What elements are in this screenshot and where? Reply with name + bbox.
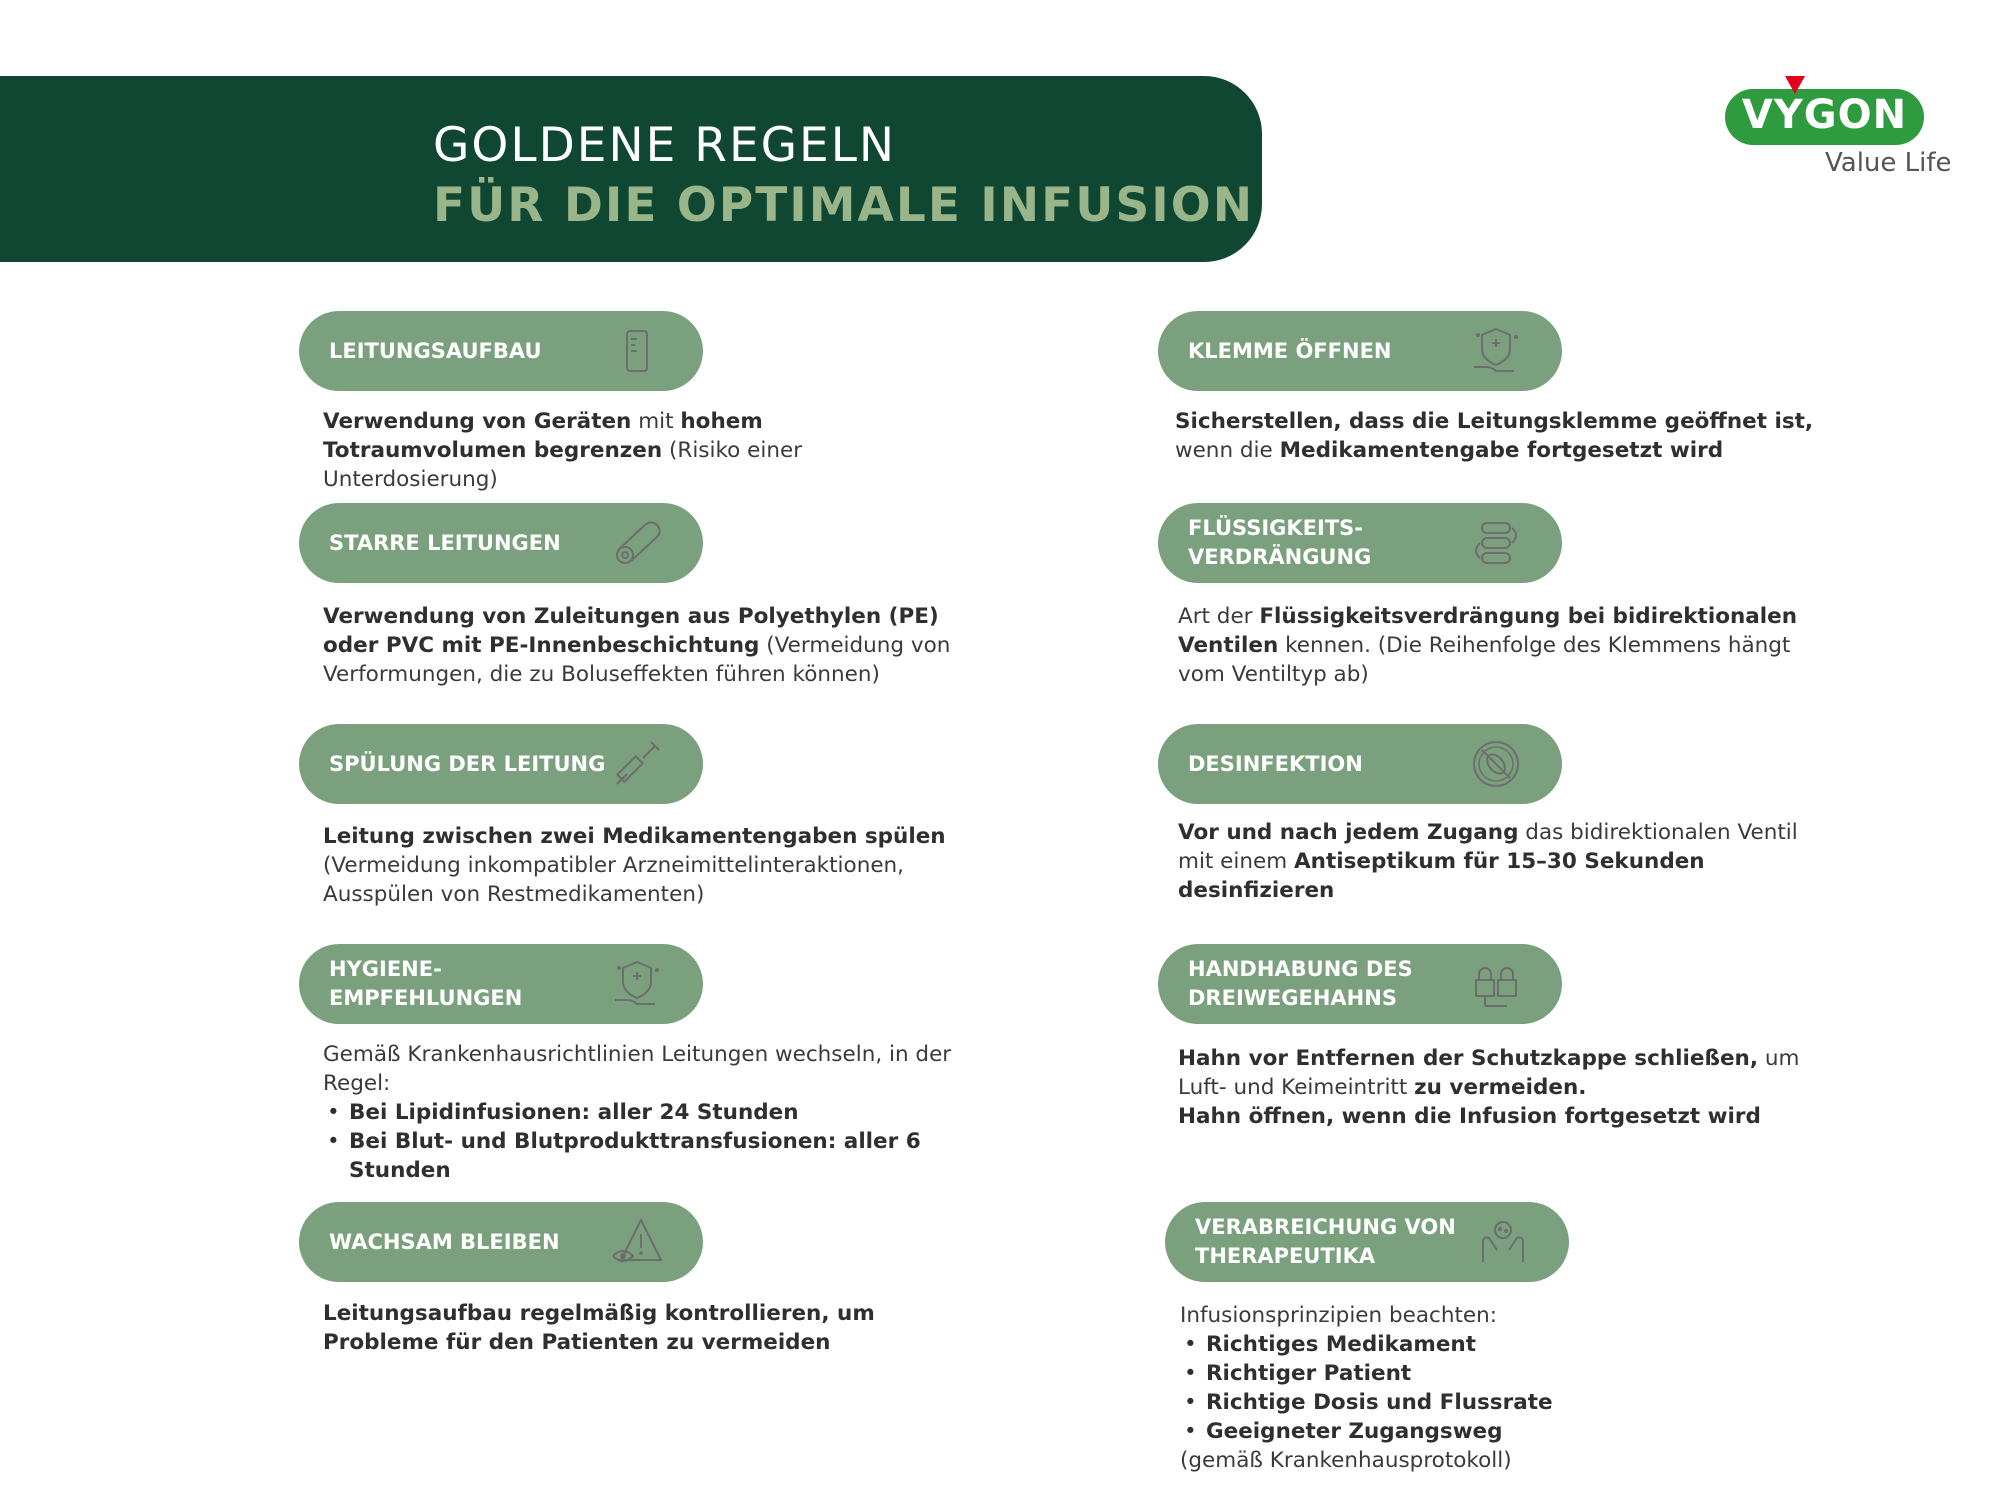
bold-text: Verwendung von Zuleitungen aus Polyethylen (PE) oder PVC mit PE-Innenbeschichtung — [323, 604, 939, 658]
rule-description — [1178, 602, 1818, 689]
rule-description — [1175, 407, 1815, 465]
rule-description — [323, 1040, 963, 1185]
text: kennen. (Die Reihenfolge des Klemmens hängt vom Ventiltyp ab) — [1178, 633, 1791, 687]
logo-tagline: Value Life — [1825, 148, 1952, 178]
logo-triangle — [1785, 76, 1805, 94]
text: (Vermeidung von Verformungen, die zu Boluseffekten führen können) — [323, 633, 951, 687]
rule-title: VERABREICHUNG VON THERAPEUTIKA — [1195, 1215, 1456, 1268]
rule-description — [323, 407, 963, 494]
bold-text: Hahn öffnen, wenn die Infusion fortgesetzt wird — [1178, 1104, 1761, 1129]
rule-title: SPÜLUNG DER LEITUNG — [329, 751, 606, 776]
bold-text: Leitung zwischen zwei Medikamentengaben spülen — [323, 824, 946, 849]
rule-description — [323, 602, 963, 689]
rule-title: WACHSAM BLEIBEN — [329, 1229, 560, 1254]
logo-wordmark: VYGON — [1741, 92, 1908, 138]
text: um Luft- und Keimeintritt — [1178, 1046, 1800, 1100]
rule-title: STARRE LEITUNGEN — [329, 530, 561, 555]
bullet-list — [1180, 1330, 1820, 1446]
rule-header-spülung-der-leitung — [299, 724, 703, 804]
rule-header-desinfektion — [1158, 724, 1562, 804]
rule-header-starre-leitungen — [299, 503, 703, 583]
rule-title: DESINFEKTION — [1188, 751, 1363, 776]
text: mit — [631, 409, 681, 434]
bullet-item: • Bei Lipidinfusionen: aller 24 Stunden — [323, 1098, 963, 1127]
text: Art der — [1178, 604, 1260, 629]
hygiene-shield-icon — [611, 958, 663, 1010]
bullet-item: • Bei Blut- und Blutprodukttransfusionen: aller 6 Stunden — [323, 1127, 963, 1185]
syringe-icon — [611, 738, 663, 790]
bold-text: Verwendung von Geräten — [323, 409, 632, 434]
bold-text: Flüssigkeitsverdrängung bei bidirektionalen Ventilen — [1178, 604, 1798, 658]
page-title: GOLDENE REGELN — [433, 118, 897, 173]
text: (Vermeidung inkompatibler Arzneimittelinteraktionen, Ausspülen von Restmedikamenten) — [323, 853, 905, 907]
bullet-item: • Richtiger Patient — [1180, 1359, 1820, 1388]
bold-text: Medikamentengabe fortgesetzt wird — [1279, 438, 1724, 463]
rule-title: HYGIENE- EMPFEHLUNGEN — [329, 957, 523, 1010]
rule-header-leitungsaufbau — [299, 311, 703, 391]
warning-eye-icon — [611, 1216, 663, 1268]
bold-text: Antiseptikum für 15–30 Sekunden desinfizieren — [1178, 849, 1705, 903]
text: (Risiko einer Unterdosierung) — [323, 438, 803, 492]
rule-title: KLEMME ÖFFNEN — [1188, 338, 1392, 363]
bullet-list — [323, 1098, 963, 1185]
rule-title: FLÜSSIGKEITS- VERDRÄNGUNG — [1188, 516, 1372, 569]
bold-text: Vor und nach jedem Zugang — [1178, 820, 1519, 845]
valve-icon — [1470, 958, 1522, 1010]
bullet-item: • Richtiges Medikament — [1180, 1330, 1820, 1359]
hygiene-shield-icon — [1470, 325, 1522, 377]
no-germs-icon — [1470, 738, 1522, 790]
bold-text: Sicherstellen, dass die Leitungsklemme geöffnet ist, — [1175, 409, 1814, 434]
vygon-logo — [1725, 76, 1955, 181]
bold-text: Hahn vor Entfernen der Schutzkappe schließen, — [1178, 1046, 1758, 1071]
page-subtitle: FÜR DIE OPTIMALE INFUSION — [433, 178, 1255, 233]
rule-header-klemme-öffnen — [1158, 311, 1562, 391]
tube-icon — [611, 517, 663, 569]
fluid-flow-icon — [1470, 517, 1522, 569]
rule-title: LEITUNGSAUFBAU — [329, 338, 542, 363]
bullet-item: • Geeigneter Zugangsweg — [1180, 1417, 1820, 1446]
bold-text: zu vermeiden. — [1414, 1075, 1587, 1100]
rule-header-flüssigkeits-verdrängung — [1158, 503, 1562, 583]
rule-description — [1180, 1301, 1820, 1475]
rule-footnote: (gemäß Krankenhausprotokoll) — [1180, 1448, 1512, 1473]
rule-header-verabreichung-von-therapeutika — [1165, 1202, 1569, 1282]
bullet-item: • Richtige Dosis und Flussrate — [1180, 1388, 1820, 1417]
rule-description — [1178, 1044, 1818, 1131]
rule-description — [323, 822, 963, 909]
bold-text: hohem Totraumvolumen begrenzen — [323, 409, 763, 463]
text: Infusionsprinzipien beachten: — [1180, 1303, 1497, 1328]
rule-description — [1178, 818, 1818, 905]
rule-description — [323, 1299, 963, 1357]
text: das bidirektionalen Ventil mit einem — [1178, 820, 1798, 874]
rule-header-hygiene-empfehlungen — [299, 944, 703, 1024]
text: wenn die — [1175, 438, 1280, 463]
rule-header-wachsam-bleiben — [299, 1202, 703, 1282]
rule-title: HANDHABUNG DES DREIWEGEHAHNS — [1188, 957, 1413, 1010]
rule-header-handhabung-des-dreiwegehahns — [1158, 944, 1562, 1024]
bold-text: Leitungsaufbau regelmäßig kontrollieren, um Probleme für den Patienten zu vermeiden — [323, 1301, 875, 1355]
text: Gemäß Krankenhausrichtlinien Leitungen wechseln, in der Regel: — [323, 1042, 952, 1096]
hands-care-icon — [1477, 1216, 1529, 1268]
container-icon — [611, 325, 663, 377]
